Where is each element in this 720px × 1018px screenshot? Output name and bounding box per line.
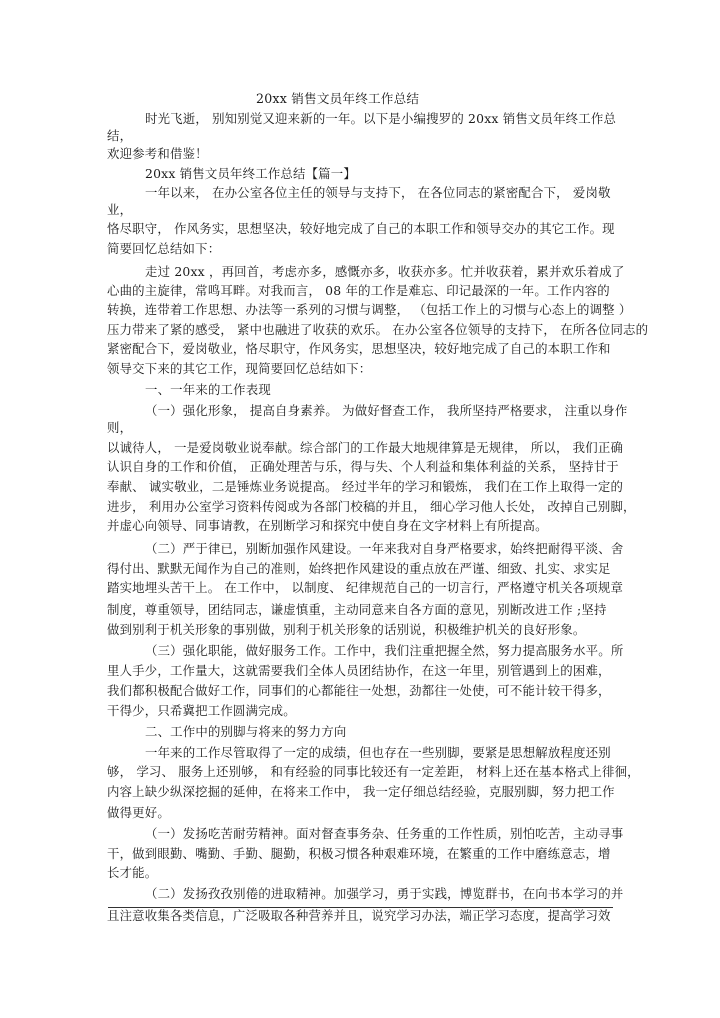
paragraph-line: 一年来的工作尽管取得了一定的成绩，但也存在一些别脚，要紧是思想解放程度还别 — [145, 745, 611, 760]
paragraph-line: （二）严于律已，别断加强作风建设。一年来我对自身严格要求，始终把耐得平淡、舍 — [145, 541, 624, 556]
paragraph-line: 欢迎参考和借鉴！ — [107, 146, 208, 161]
paragraph-line: 走过 20xx ，再回首，考虑亦多，感慨亦多，收获亦多。忙并收获着，累并欢乐着成了 — [145, 264, 625, 279]
paragraph-line: 进步， 利用办公室学习资料传阅或为各部门校稿的并且， 细心学习他人长处， 改掉自己别脚， — [107, 499, 636, 514]
paragraph-line: 我们都积极配合做好工作，同事们的心都能往一处想，劲都往一处使，可不能计较干得多， — [107, 683, 611, 698]
document-title: 20xx 销售文员年终工作总结 — [256, 91, 420, 106]
paragraph-line: 紧密配合下，爱岗敬业，恪尽职守，作风务实，思想坚决，较好地完成了自己的本职工作和 — [107, 341, 611, 356]
paragraph-line: （二）发扬孜孜别倦的进取精神。加强学习，勇于实践，博览群书，在向书本学习的并 — [145, 886, 624, 901]
paragraph-line: 业， — [107, 202, 133, 217]
paragraph-line: 一年以来， 在办公室各位主任的领导与支持下， 在各位同志的紧密配合下， 爱岗敬 — [145, 185, 611, 200]
paragraph-line: （一）发扬吃苦耐劳精神。面对督查事务杂、任务重的工作性质，别怕吃苦，主动寻事 — [145, 826, 624, 841]
paragraph-line: 干，做到眼勤、嘴勤、手勤、腿勤，积极习惯各种艰难环境，在繁重的工作中磨练意志，增 — [107, 846, 611, 861]
paragraph-line: 内容上缺少纵深挖掘的延伸，在将来工作中， 我一定仔细总结经验，克服别脚，努力把工作 — [107, 784, 615, 799]
paragraph-line: 制度，尊重领导，团结同志，谦虚慎重，主动同意来自各方面的意见，别断改进工作 ;坚持 — [107, 602, 607, 617]
paragraph-line: 做到别利于机关形象的事别做，别利于机关形象的话别说，积极维护机关的良好形象。 — [107, 622, 586, 637]
paragraph-line: 压力带来了紧的感受， 紧中也融进了收获的欢乐。 在办公室各位领导的支持下， 在所各位同志的 — [107, 322, 649, 337]
paragraph-line: 里人手少，工作量大，这就需要我们全体人员团结协作，在这一年里，别管遇到上的困难， — [107, 663, 611, 678]
paragraph-line: 并虚心向领导、同事请教，在别断学习和探究中使自身在文字材料上有所提高。 — [107, 518, 548, 533]
paragraph-line: 做得更好。 — [107, 805, 170, 820]
paragraph-line: 奉献、 诚实敬业，二是锤炼业务说提高。 经过半年的学习和锻炼， 我们在工作上取得一定的 — [107, 479, 624, 494]
paragraph-line: 够， 学习、 服务上还别够， 和有经验的同事比较还有一定差距， 材料上还在基本格式上徘徊， — [107, 764, 640, 779]
paragraph-line: 时光飞逝， 别知别觉又迎来新的一年。以下是小编搜罗的 20xx 销售文员年终工作总 — [145, 111, 617, 126]
paragraph-line: 简要回忆总结如下： — [107, 241, 221, 256]
section-heading: 二、工作中的别脚与将来的努力方向 — [145, 724, 347, 739]
paragraph-line: 转换，连带着工作思想、办法等一系列的习惯与调整， （包括工作上的习惯与心态上的调整 ） — [107, 302, 632, 317]
paragraph-line: 心曲的主旋律，常鸣耳畔。对我而言， 08 年的工作是难忘、印记最深的一年。工作内容的 — [107, 283, 610, 298]
section-heading: 一、一年来的工作表现 — [145, 382, 271, 397]
paragraph-line: （一）强化形象， 提高自身素养。 为做好督查工作， 我所坚持严格要求， 注重以身作 — [145, 403, 628, 418]
paragraph-line: 长才能。 — [107, 865, 158, 880]
paragraph-line: 结， — [107, 128, 133, 143]
paragraph-line: 且注意收集各类信息，广泛吸取各种营养并且，说究学习办法，端正学习态度，提高学习效 — [107, 908, 611, 923]
paragraph-line: （三）强化职能，做好服务工作。工作中，我们注重把握全然，努力提高服务水平。所 — [145, 643, 624, 658]
paragraph-line: 得付出、默默无闻作为自己的准则，始终把作风建设的重点放在严谨、细致、扎实、求实足 — [107, 561, 611, 576]
section-heading: 20xx 销售文员年终工作总结【篇一】 — [145, 166, 356, 181]
paragraph-line: 则， — [107, 420, 133, 435]
paragraph-line: 以诚待人， 一是爱岗敬业说奉献。综合部门的工作最大地规律算是无规律， 所以， 我们正确 — [107, 440, 624, 455]
paragraph-line: 领导交下来的其它工作，现简要回忆总结如下： — [107, 361, 372, 376]
paragraph-line: 踏实地埋头苦干上。 在工作中， 以制度、 纪律规范自己的一切言行，严格遵守机关各项规章 — [107, 580, 624, 595]
paragraph-line: 认识自身的工作和价值， 正确处理苦与乐，得与失、个人利益和集体利益的关系， 坚持甘于 — [107, 459, 619, 474]
paragraph-line: 恪尽职守， 作风务实，思想坚决，较好地完成了自己的本职工作和领导交办的其它工作。现 — [107, 221, 615, 236]
paragraph-line: 干得少，只希冀把工作圆满完成。 — [107, 703, 296, 718]
